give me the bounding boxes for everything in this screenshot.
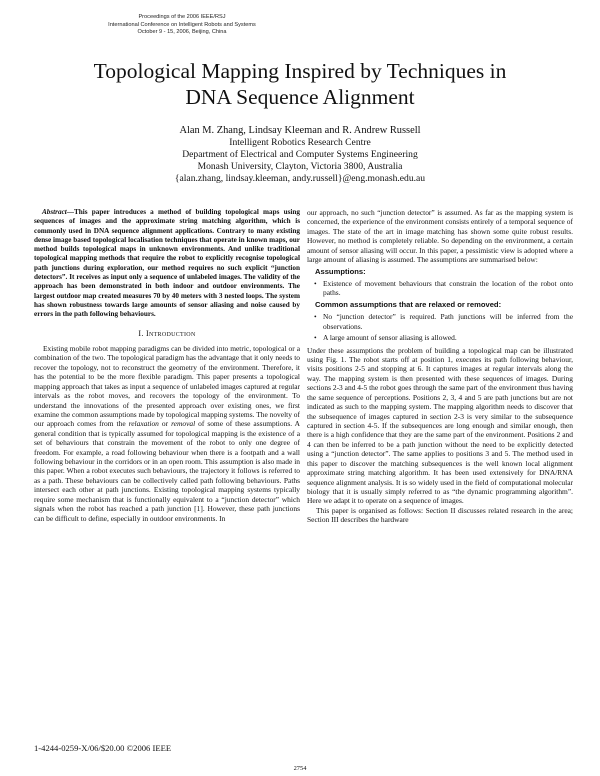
author-emails: {alan.zhang, lindsay.kleeman, andy.russell}@eng.monash.edu.au: [174, 173, 426, 184]
affiliation-centre: Intelligent Robotics Research Centre: [229, 137, 371, 148]
relaxed-assumptions-list: [307, 312, 573, 342]
abstract: Abstract—This paper introduces a method of building topological maps using sequences of images and the approximate string matching algorithm, which is commonly used in DNA sequence alignment applications. Contrary to many existing dense image based topological localisation techniques that operate in known maps, our method builds topological maps in unknown environments. And unlike traditional topological mapping methods that require the robot to explicitly recognise topological path junctions during exploration, our method requires no such explicit “junction detectors”. It receives as input only a sequence of unlabeled images. The validity of the approach has been demonstrated in both indoor and outdoor environments. The largest outdoor map created measures 70 by 40 meters with 3 nested loops. The system has shown robustness towards large amounts of sensor aliasing and noise caused by errors in the path following behaviours.: [34, 208, 300, 319]
left-column: [34, 208, 300, 523]
proceedings-line-2: International Conference on Intelligent Robots and Systems: [108, 21, 256, 28]
emphasis-removal: removal: [171, 419, 196, 429]
list-item: • Existence of movement behaviours that constrain the location of the robot onto paths.: [323, 279, 573, 298]
paper-title: [30, 58, 570, 110]
intro-paragraph-3: Under these assumptions the problem of building a topological map can be illustrated using Fig. 1. The robot starts off at position 1, executes its path following behaviour, visits positions 2-5 and stopping at 6. It captures images at regular intervals along the way. The mapping system is then presented with these sequences of images. During sections 2-3 and 4-5 the robot goes through the same part of the environment thus having the same sequence of perceptions. Positions 2, 3, 4 and 5 are path junctions but are not indicated as such to the mapping system. The mapping algorithm needs to discover that the subsequence of images captured in section 2-3 is very similar to the subsequence captured in section 4-5. If the subsequences are long enough and similar enough, then there is a high confidence that they are the same part of the environment. Positions 2 and 4 can then be inferred to be a path junction without the need to be explicitly detected using a “junction detector”. The same applies to positions 3 and 5. The method used in this paper to discover the matching subsequences is the well known local alignment approximate string matching algorithm. It has been used extensively for DNA/RNA sequence alignment analysis. It is so widely used in the field of computational molecular biology that it is usually simply referred to as “the dynamic programming algorithm”. Here we adapt it to operate on a sequence of images.: [307, 345, 573, 506]
title-line-1: Topological Mapping Inspired by Techniques in: [93, 59, 507, 83]
page-number: 2754: [293, 765, 307, 772]
proceedings-header: [72, 14, 292, 37]
affiliation-department: Department of Electrical and Computer Systems Engineering: [182, 149, 418, 160]
word-or: or: [158, 419, 172, 429]
intro-paragraph-4: This paper is organised as follows: Section II discusses related research in the area; Section III describes the hardware: [307, 505, 573, 525]
assumptions-list: [307, 279, 573, 298]
emphasis-relaxation: relaxation: [128, 419, 159, 429]
section-heading-introduction: [34, 329, 300, 338]
intro-para1-part-a: Existing mobile robot mapping paradigms can be divided into metric, topological or a combination of the two. The topological paradigm has the advantage that it only needs to recover the topology, not to reconstruct the geometry of the environment. Therefore, it has the potential to be the more flexible paradigm. This paper presents a topological mapping approach that takes as input a sequence of unlabeled images captured at regular intervals as the robot moves, and recovers the topology of the environment. To understand the innovations of the presented approach over existing ones, we first examine the common assumptions made by topological mapping systems. The novelty of our approach comes from the: [34, 343, 300, 429]
list-item: • A large amount of sensor aliasing is allowed.: [323, 333, 573, 342]
proceedings-line-3: October 9 - 15, 2006, Beijing, China: [137, 29, 227, 36]
intro-paragraph-2: our approach, no such “junction detector” is assumed. As far as the mapping system is concerned, the experience of the environment consists entirely of a temporal sequence of images. The state of the art in image matching has shown some quite robust results. However, no method is completely reliable. So depending on the environment, a certain amount of sensor aliasing will occur. In this paper, a pessimistic view is adopted where a large amount of aliasing is assumed. The assumptions are summarised below:: [307, 208, 573, 265]
assumptions-heading: Assumptions:: [315, 266, 366, 276]
section-title: Introduction: [145, 328, 196, 338]
relaxed-assumptions-heading: Common assumptions that are relaxed or removed:: [315, 300, 502, 310]
title-line-2: DNA Sequence Alignment: [185, 85, 415, 109]
intro-para1-part-b: of some of these assumptions. A general condition that is typically assumed for topological mapping is the existence of a set of behaviours that constrain the movement of the robot to only one degree of freedom. For example, a road following behaviour when there is a footpath and a wall following behaviour in the corridors or in an open room. This assumption is also made in this paper. When a robot executes such behaviours, the trajectory it follows is referred to as a path. These behaviours can be collectively called path following behaviours. Paths intersect each other at path junctions. Existing topological mapping systems typically require some mechanism that is functionally equivalent to a “junction detector” which signals when the robot has reached a path junction [1]. However, these path junctions can be difficult to define, especially in outdoor environments. In: [34, 419, 301, 523]
author-block: [60, 124, 540, 185]
section-number: I.: [138, 328, 144, 338]
intro-paragraph-1: [34, 344, 300, 523]
proceedings-line-1: Proceedings of the 2006 IEEE/RSJ: [138, 14, 226, 20]
right-column: [307, 208, 573, 525]
list-item: • No “junction detector” is required. Path junctions will be inferred from the observations.: [323, 312, 573, 331]
author-names: Alan M. Zhang, Lindsay Kleeman and R. Andrew Russell: [179, 125, 421, 136]
copyright-code: 1-4244-0259-X/06/$20.00 ©2006 IEEE: [34, 743, 172, 753]
abstract-label: Abstract: [42, 208, 67, 216]
affiliation-university: Monash University, Clayton, Victoria 3800, Australia: [197, 161, 403, 172]
abstract-text: This paper introduces a method of building topological maps using sequences of images and the approximate string matching algorithm, which is commonly used in DNA sequence alignment applications. Contrary to many existing dense image based topological localisation techniques that operate in known maps, our method builds topological maps in unknown environments. And unlike traditional topological mapping methods that require the robot to explicitly recognise topological path junctions during exploration, our method requires no such explicit “junction detectors”. It receives as input only a sequence of unlabeled images. The validity of the approach has been demonstrated in both indoor and outdoor environments. The largest outdoor map created measures 70 by 40 meters with 3 nested loops. The system has shown robustness towards large amounts of sensor aliasing and noise caused by errors in the path following behaviours.: [34, 208, 300, 319]
